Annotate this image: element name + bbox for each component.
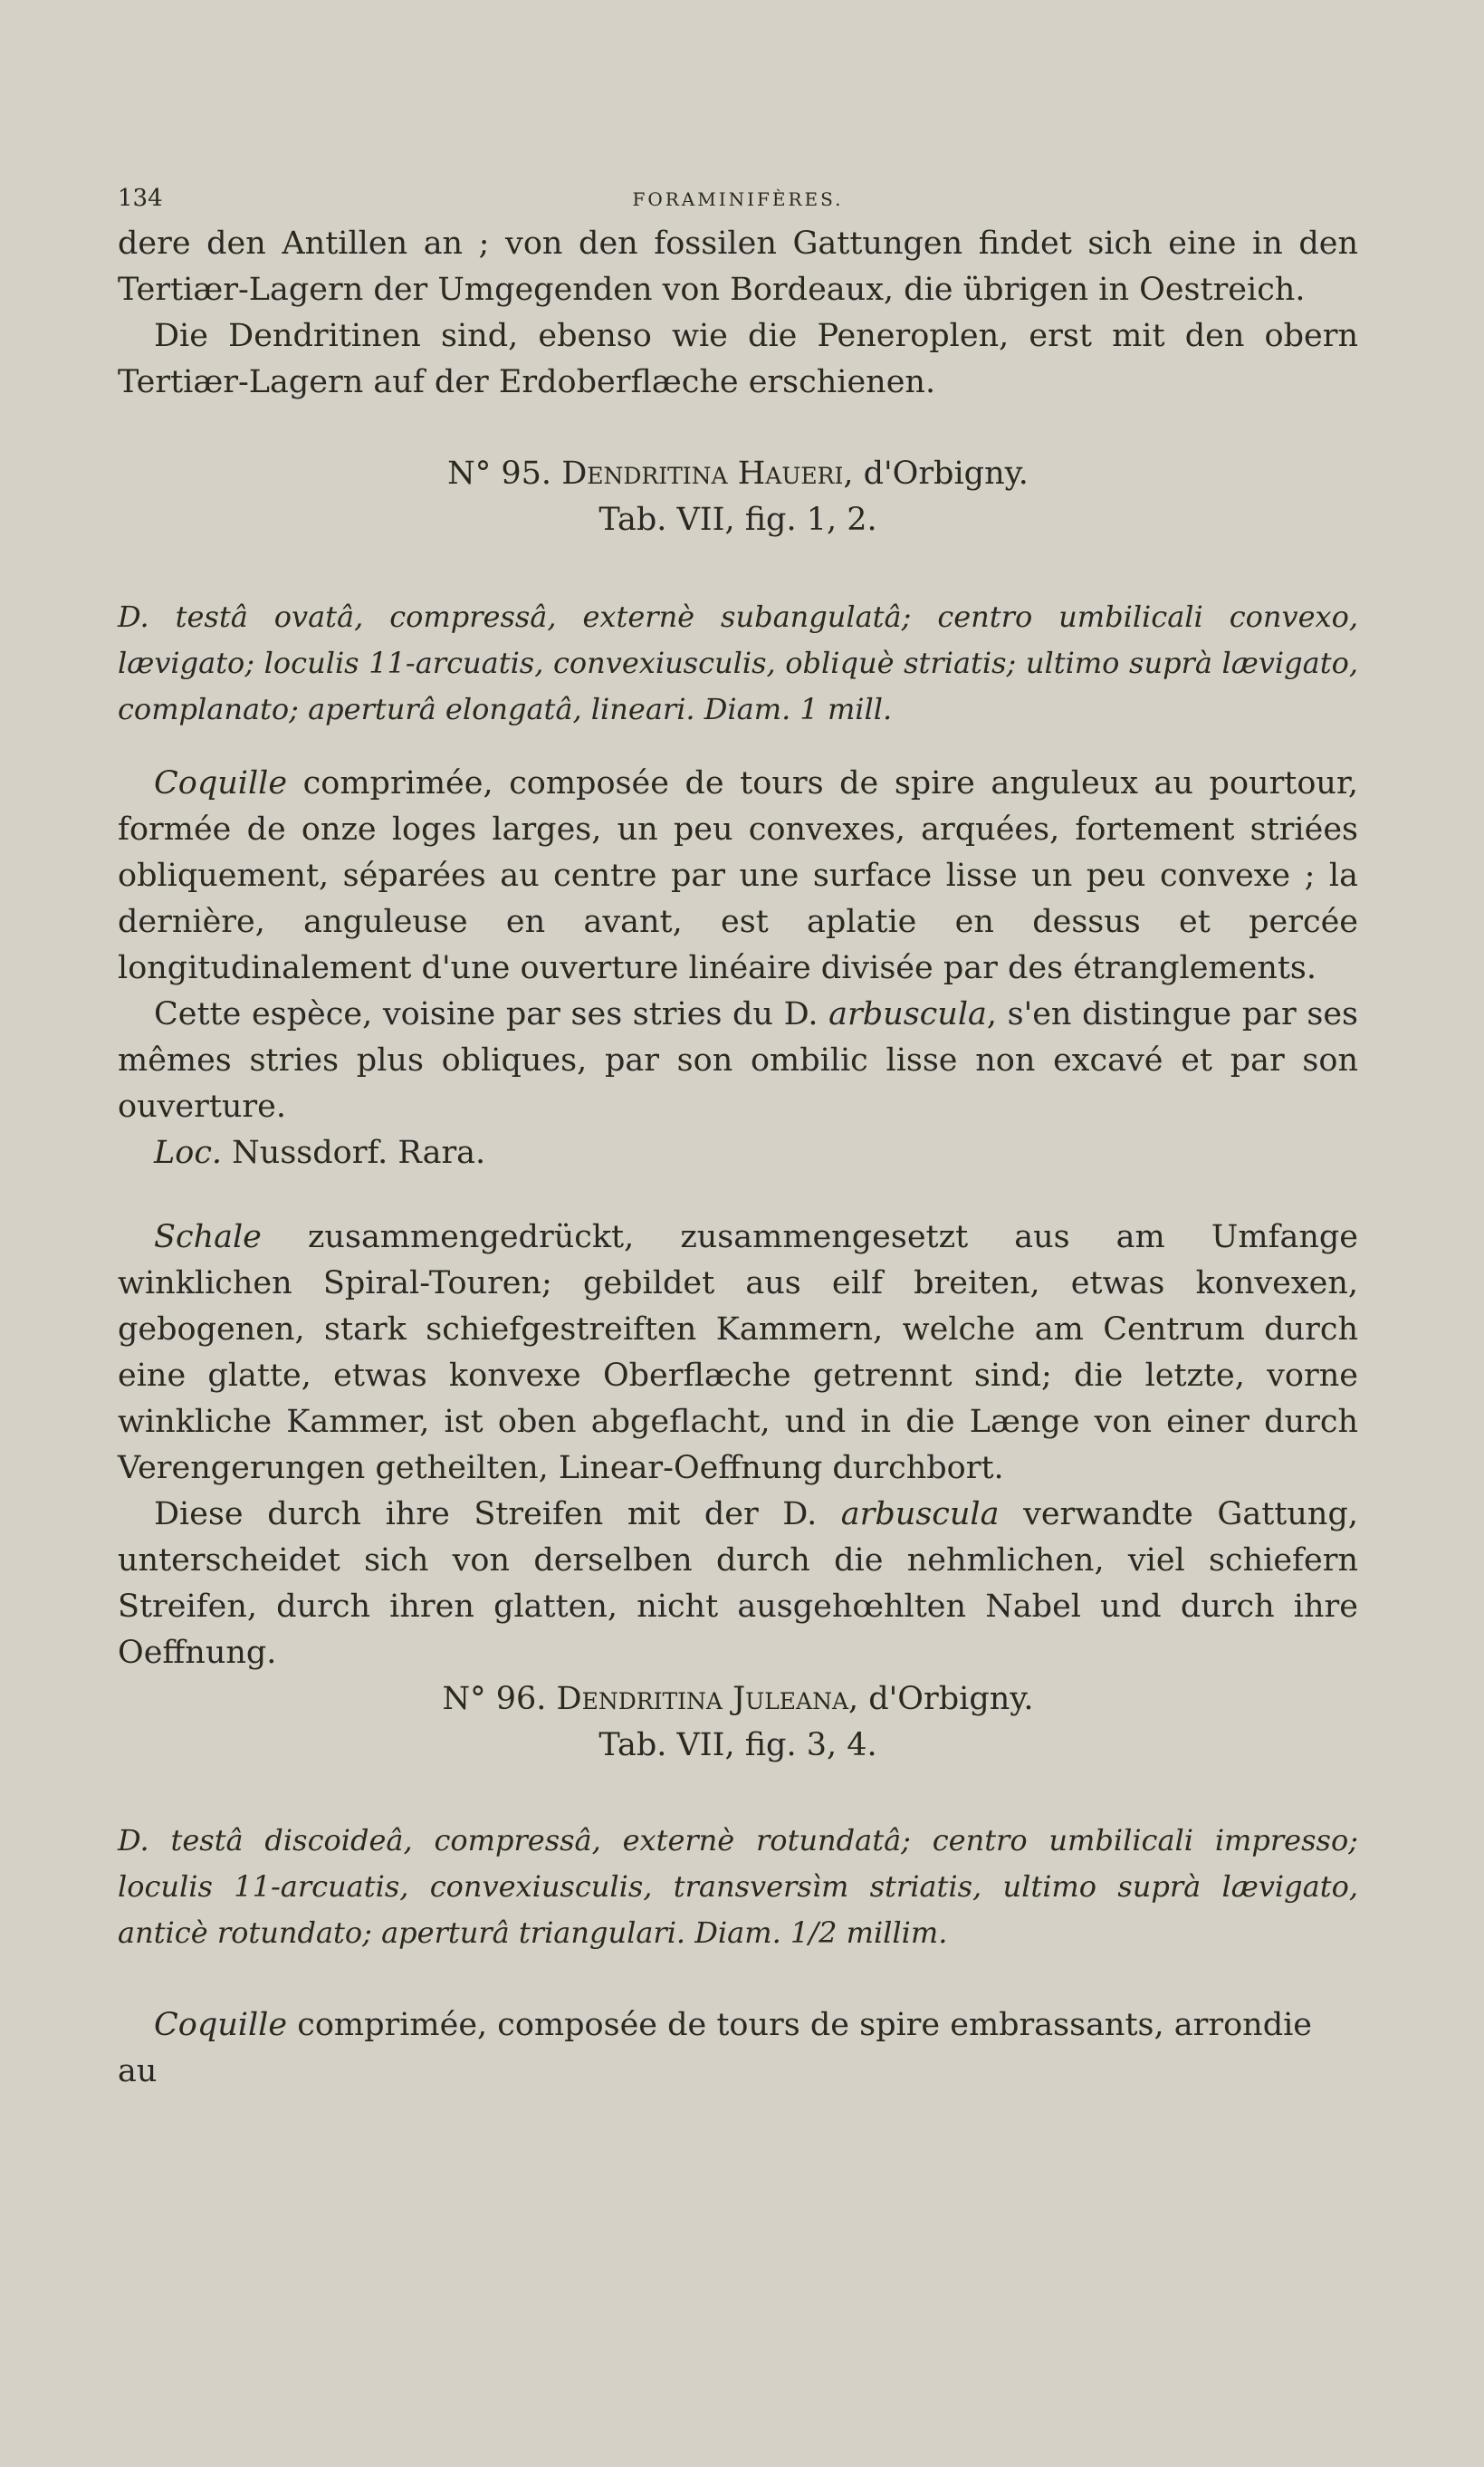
species-heading (118, 451, 1358, 543)
description-text: , s'en distingue par ses mêmes stries plus obliques, par son ombilic lisse non excavé et par son ouverture. (118, 996, 1359, 1125)
latin-diagnosis (118, 594, 1358, 733)
species-name: Haueri (737, 456, 844, 492)
page-number: 134 (118, 185, 163, 212)
description-paragraph (118, 1214, 1358, 1492)
description-text: Diese durch ihre Streifen mit der D. (154, 1496, 841, 1532)
locality-line (118, 1130, 1358, 1176)
species-name: Juleana (732, 1681, 849, 1717)
genus-name: Dendritina (561, 456, 728, 492)
intro-paragraph: dere den Antillen an ; von den fossilen Gattungen findet sich eine in den Tertiær-Lagern der Umgegenden von Bordeaux, die übrigen in Oestreich. (118, 226, 1358, 308)
diagnosis-text: D. testâ discoideâ, compressâ, externè rotundatâ; centro umbilicali impresso; loculis 11-arcuatis, convexiusculis, transversìm striatis, ultimo suprà lævigato, anticè rotundato; aperturâ triangulari. Diam. 1/2 millim. (118, 1823, 1358, 1950)
description-text: verwandte Gattung, unterscheidet sich von derselben durch die nehmlichen, viel schiefern Streifen, durch ihren glatten, nicht ausgehœhlten Nabel und durch ihre Oeffnung. (118, 1496, 1358, 1671)
french-description (118, 761, 1358, 1176)
species-title (118, 1676, 1358, 1723)
description-paragraph (118, 761, 1358, 992)
description-text: zusammengedrückt, zusammengesetzt aus am Umfange winklichen Spiral-Touren; gebildet aus eilf breiten, etwas konvexen, gebogenen, stark schiefgestreiften Kammern, welche am Centrum durch eine glatte, etwas konvexe Oberflæche getrennt sind; die letzte, vorne winkliche Kammer, ist oben abgeflacht, und in die Længe von einer durch Verengerungen getheilten, Linear-Oeffnung durchbort. (118, 1219, 1358, 1486)
page-header (118, 185, 1358, 217)
intro-paragraph: Die Dendritinen sind, ebenso wie die Peneroplen, erst mit den obern Tertiær-Lagern auf der Erdoberflæche erschienen. (118, 318, 1358, 400)
diagnosis-text: D. testâ ovatâ, compressâ, externè subangulatâ; centro umbilicali convexo, lævigato; loculis 11-arcuatis, convexiusculis, obliquè striatis; ultimo suprà lævigato, complanato; aperturâ elongatâ, lineari. Diam. 1 mill. (118, 600, 1358, 726)
species-title (118, 451, 1358, 497)
description-paragraph (118, 2002, 1358, 2095)
species-reference: arbuscula (840, 1496, 1000, 1532)
description-paragraph (118, 992, 1358, 1130)
species-number: N° 95. (447, 456, 552, 492)
species-author: , d'Orbigny. (848, 1681, 1034, 1717)
genus-name: Dendritina (556, 1681, 723, 1717)
species-reference: arbuscula (828, 996, 987, 1032)
plate-reference: Tab. VII, fig. 1, 2. (598, 502, 877, 538)
latin-diagnosis (118, 1818, 1358, 1956)
lead-word: Coquille (154, 765, 288, 802)
description-text: comprimée, composée de tours de spire embrassants, arrondie au (118, 2007, 1313, 2089)
description-text: comprimée, composée de tours de spire anguleux au pourtour, formée de onze loges larges, un peu convexes, arquées, fortement striées obliquement, séparées au centre par une surface lisse un peu convexe ; la dernière, anguleuse en avant, est aplatie en dessus et percée longitudinalement d'une ouverture linéaire divisée par des étranglements. (118, 765, 1358, 986)
german-description (118, 1214, 1358, 1676)
locality-text: Nussdorf. Rara. (222, 1135, 486, 1171)
locality-label: Loc. (154, 1135, 223, 1171)
french-description (118, 2002, 1358, 2095)
intro-section (118, 221, 1358, 406)
description-text: Cette espèce, voisine par ses stries du D. (154, 996, 829, 1032)
lead-word: Coquille (154, 2007, 288, 2043)
species-heading (118, 1676, 1358, 1769)
species-number: N° 96. (442, 1681, 547, 1717)
running-head: FORAMINIFÈRES. (632, 188, 844, 210)
lead-word: Schale (154, 1219, 262, 1255)
species-author: , d'Orbigny. (843, 456, 1029, 492)
description-paragraph (118, 1492, 1358, 1676)
plate-reference: Tab. VII, fig. 3, 4. (598, 1727, 877, 1763)
